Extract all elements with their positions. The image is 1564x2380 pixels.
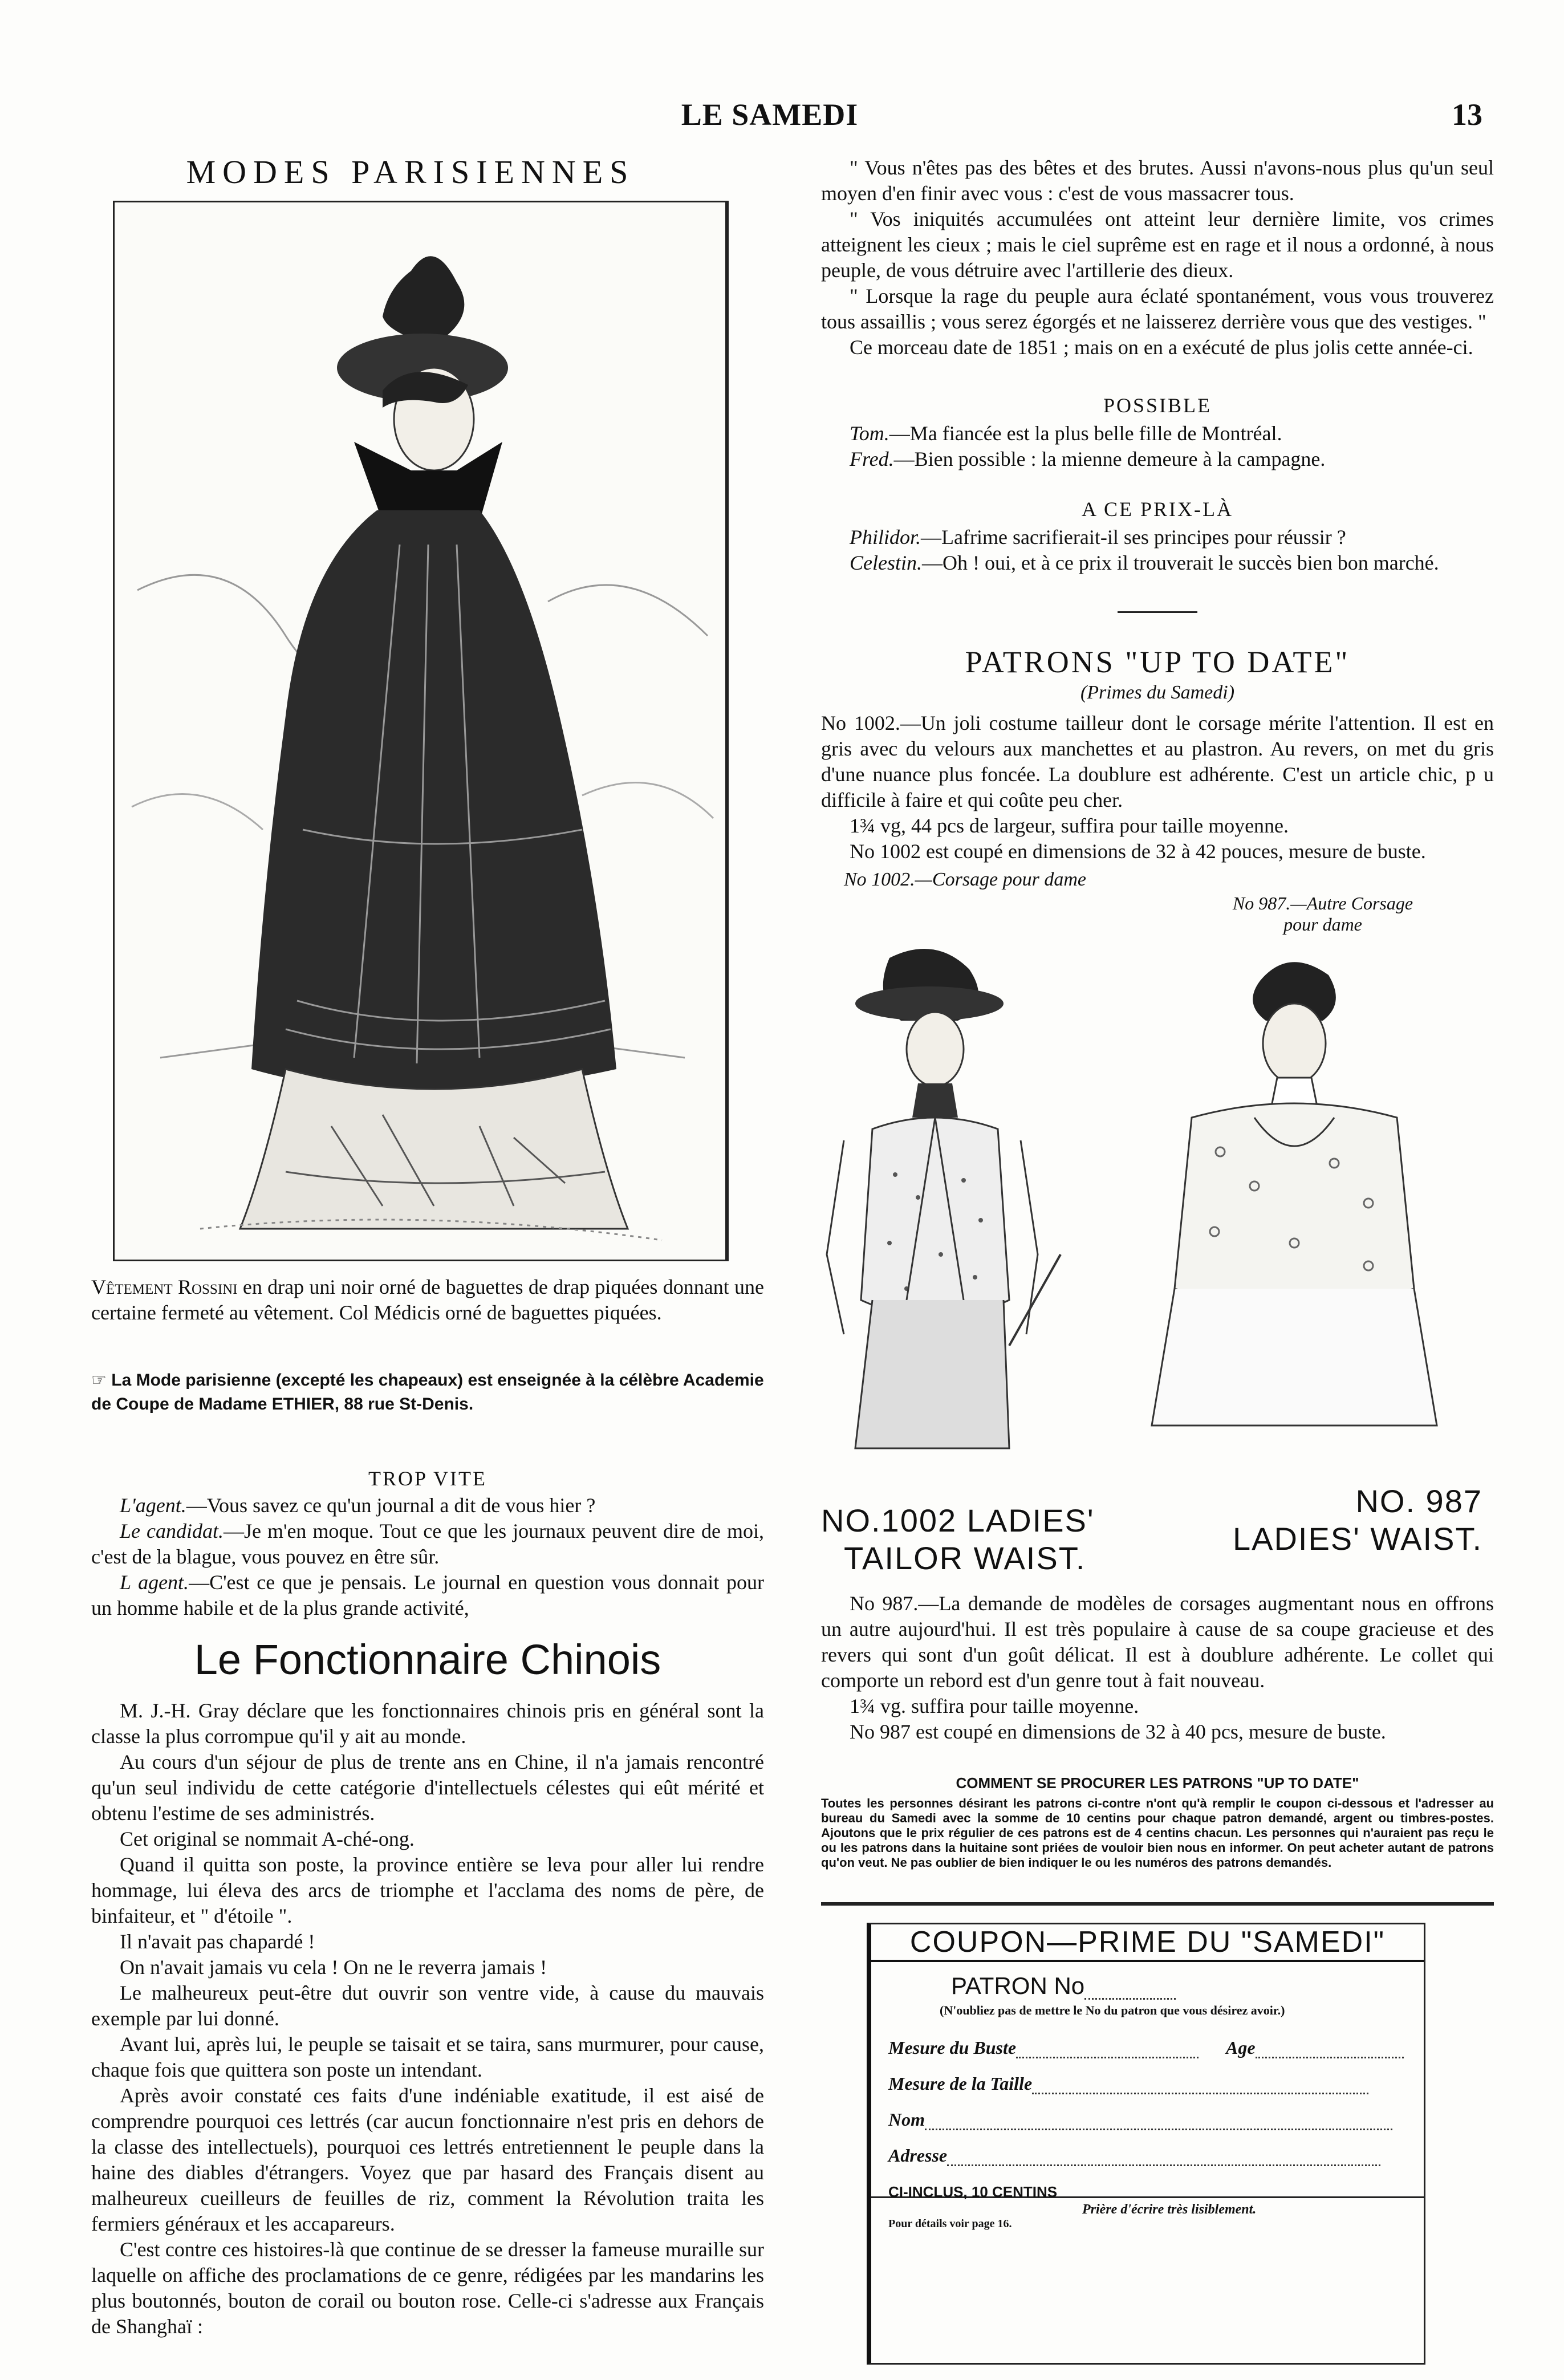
speaker: L agent. [120,1571,189,1594]
coupon-note: (N'oubliez pas de mettre le No du patron que vous désirez avoir.) [940,2003,1285,2017]
speaker: Le candidat. [120,1520,224,1542]
mode-notice [91,1368,764,1416]
age-field[interactable] [1256,2041,1404,2058]
article-paragraph: 1¾ vg, 44 pcs de largeur, suffira pour taille moyenne. [850,814,1289,837]
article-paragraph: Après avoir constaté ces faits d'une indéniable exatitude, il est aisé de comprendre pourquoi ces lettrés (car aucun fonctionnaire n'est pris en dehors de la classe des intellectuels), pourquoi ces lettrés entretiennent le peuple dans la haine des diables d'étrangers. Voyez que par hasard des Français disent au malheureux cueilleurs de feuilles de riz, comment la Révolution traita les fermiers généraux et les accapareurs. [91,2084,764,2235]
speaker: Celestin. [850,551,922,574]
trop-vite-dialogue [91,1493,764,1621]
adresse-field[interactable] [947,2149,1380,2166]
a-ce-prix-title: A CE PRIX-LÀ [1081,498,1233,521]
age-label: Age [1226,2037,1256,2058]
article-paragraph: Quand il quitta son poste, la province entière se leva pour aller lui rendre hommage, lui éleva des arcs de triomphe et l'acclama des noms de père, de binfaiteur, et " d'étoile ". [91,1853,764,1927]
taille-field[interactable] [1032,2077,1368,2094]
fig-987-label-line: No 987.—Autre Corsage [1232,893,1413,913]
fig-caption-line: TAILOR WAIST. [844,1540,1086,1576]
article-paragraph: No 1002 est coupé en dimensions de 32 à 42 pouces, mesure de buste. [850,840,1426,863]
pattern-1002-text [821,710,1494,864]
nom-row [888,2109,1407,2130]
vetement-caption [91,1274,764,1326]
nom-field[interactable] [925,2113,1392,2130]
section-divider [1118,611,1197,613]
taille-label: Mesure de la Taille [888,2073,1033,2094]
buste-label: Mesure du Buste [888,2037,1017,2058]
caption-text: en drap uni noir orné de baguettes de drap piquées donnant une certaine fermeté au vêtement. Col Médicis orné de baguettes piquées. [91,1276,764,1324]
coupon-title: COUPON—PRIME DU "SAMEDI" [871,1924,1424,1962]
buste-age-row [888,2037,1407,2058]
speaker: Fred. [850,448,894,470]
article-paragraph: No 1002.—Un joli costume tailleur dont le corsage mérite l'attention. Il est en gris avec du velours aux manchettes et au plastron. Au revers, on met du gris d'une nuance plus foncée. La doublure est adhérente. C'est un article chic, p u difficile à faire et qui coûte peu cher. [821,712,1494,811]
taille-row [888,2073,1407,2094]
article-paragraph: No 987 est coupé en dimensions de 32 à 40 pcs, mesure de buste. [850,1720,1386,1743]
dialogue-line: —C'est ce que je pensais. Le journal en question vous donnait pour un homme habile et de la plus grande activité, [91,1571,764,1619]
buste-field[interactable] [1016,2041,1199,2058]
newspaper-title: LE SAMEDI [681,98,859,132]
blouse-figures-illustration [821,935,1494,1494]
patrons-title: PATRONS "UP TO DATE" [965,645,1350,679]
fig-987-caption [1186,1483,1482,1558]
adresse-label: Adresse [888,2145,948,2166]
dialogue-line: —Bien possible : la mienne demeure à la campagne. [893,448,1326,470]
article-paragraph: " Vous n'êtes pas des bêtes et des brutes. Aussi n'avons-nous plus qu'un seul moyen d'en finir avec vous : c'est de vous massacrer tous. [821,156,1494,205]
fig-987-label-line: pour dame [1283,914,1362,935]
article-paragraph: C'est contre ces histoires-là que continue de se dresser la fameuse muraille sur laquelle on affiche des proclamations de ce genre, rédigées par les mandarins les plus boutonnés, bouton de corail ou bouton rose. Celle-ci s'adresse aux Français de Shanghaï : [91,2238,764,2338]
possible-dialogue [821,421,1494,472]
fig-987-label [1197,893,1448,935]
a-ce-prix-dialogue [821,525,1494,576]
article-paragraph: Ce morceau date de 1851 ; mais on en a exécuté de plus jolis cette année-ci. [850,336,1473,359]
cloak-figure-illustration [115,202,725,1257]
coupon-box [867,1923,1425,2365]
adresse-row [888,2145,1407,2166]
speaker: Tom. [850,422,889,445]
fonctionnaire-title: Le Fonctionnaire Chinois [194,1636,661,1683]
nom-label: Nom [888,2109,925,2130]
dialogue-line: —Je m'en moque. Tout ce que les journaux peuvent dire de moi, c'est de la blague, vous pouvez en être sûr. [91,1520,764,1568]
modes-parisiennes-title: MODES PARISIENNES [186,153,635,190]
fig-caption-line: LADIES' WAIST. [1232,1521,1482,1557]
speaker: Philidor. [850,526,921,549]
article-paragraph: Au cours d'un séjour de plus de trente ans en Chine, il n'a jamais rencontré qu'un seul individu de cette catégorie d'intellectuels célestes qui eût mérité et obtenu l'estime de ses administrés. [91,1751,764,1825]
how-to-title: COMMENT SE PROCURER LES PATRONS "UP TO DATE" [956,1774,1359,1792]
patron-no-field[interactable] [1084,1982,1176,2000]
article-paragraph: " Vos iniquités accumulées ont atteint leur dernière limite, vos crimes atteignent les cieux ; mais le ciel suprême est en rage et il nous a ordonné, à nous peuple, de vous détruire avec l'artillerie des dieux. [821,208,1494,282]
possible-title: POSSIBLE [1103,394,1212,417]
speaker: L'agent. [120,1494,186,1517]
dialogue-line: —Oh ! oui, et à ce prix il trouverait le succès bien bon marché. [921,551,1439,574]
article-paragraph: Le malheureux peut-être dut ouvrir son ventre vide, à cause du mauvais exemple par lui donné. [91,1981,764,2030]
patron-no-label: PATRON No [951,1972,1085,1999]
article-paragraph: M. J.-H. Gray déclare que les fonctionnaires chinois pris en général sont la classe la plus corrompue qu'il y ait au monde. [91,1699,764,1748]
coupon-price: CI-INCLUS, 10 CENTINS [888,2183,1058,2200]
article-paragraph: " Lorsque la rage du peuple aura éclaté spontanément, vous vous trouverez tous assaillis ; vous serez égorgés et ne laisserez derrière vous que des vestiges. " [821,285,1494,333]
patrons-subtitle: (Primes du Samedi) [1080,682,1235,703]
fig-1002-caption [821,1502,1140,1577]
article-paragraph: On n'avait jamais vu cela ! On ne le reverra jamais ! [120,1956,547,1979]
article-paragraph: Avant lui, après lui, le peuple se taisait et se taira, sans murmurer, pour cause, chaque fois que quittera son poste un intendant. [91,2033,764,2081]
pattern-illustrations [821,935,1494,1494]
coupon-details: Pour détails voir page 16. [888,2217,1012,2230]
dialogue-line: —Lafrime sacrifierait-il ses principes pour réussir ? [921,526,1346,549]
article-paragraph: Il n'avait pas chapardé ! [120,1930,315,1953]
how-to-text: Toutes les personnes désirant les patrons ci-contre n'ont qu'à remplir le coupon ci-dessous et l'adresser au bureau du Samedi avec la somme de 10 centins pour chaque patron demandé, argent ou timbres-postes. Ajoutons que le prix régulier de ces patrons est de 4 centins chacun. Les personnes qui n'auraient pas reçu le ou les patrons dans la huitaine sont priées de vouloir bien nous en informer. On peut acheter autant de patrons qu'on veut. Ne pas oublier de bien indiquer le ou les numéros des patrons demandés. [821,1796,1494,1870]
fonctionnaire-article [91,1698,764,2340]
patron-no-row [888,1972,1407,2000]
fig-1002-label: No 1002.—Corsage pour dame [844,869,1087,890]
dialogue-line: —Ma fiancée est la plus belle fille de Montréal. [889,422,1282,445]
pattern-987-text [821,1591,1494,1745]
coupon-write-note: Prière d'écrire très lisiblement. [1082,2202,1257,2217]
proclamation-text [821,155,1494,360]
fig-caption-line: NO.1002 LADIES' [821,1502,1095,1538]
dialogue-line: —Vous savez ce qu'un journal a dit de vous hier ? [186,1494,596,1517]
page-number: 13 [1452,98,1482,132]
fig-caption-line: NO. 987 [1355,1483,1482,1519]
article-paragraph: 1¾ vg. suffira pour taille moyenne. [850,1695,1139,1717]
trop-vite-title: TROP VITE [368,1467,487,1490]
article-paragraph: No 987.—La demande de modèles de corsages augmentant nous en offrons un autre aujourd'hui. Il est très populaire à cause de sa coupe gracieuse et des revers qui sont d'un goût délicat. Il est à doublure adhérente. Le collet qui comporte un rebord est d'un genre tout à fait nouveau. [821,1592,1494,1692]
fashion-illustration [113,201,729,1261]
pointing-hand-icon: ☞ [91,1371,107,1390]
article-paragraph: Cet original se nommait A-ché-ong. [120,1827,415,1850]
mode-notice-text: La Mode parisienne (excepté les chapeaux) est enseignée à la célèbre Academie de Coupe de Madame ETHIER, 88 rue St-Denis. [91,1371,764,1414]
caption-lead: Vêtement Rossini [91,1276,238,1298]
double-rule [821,1902,1494,1906]
